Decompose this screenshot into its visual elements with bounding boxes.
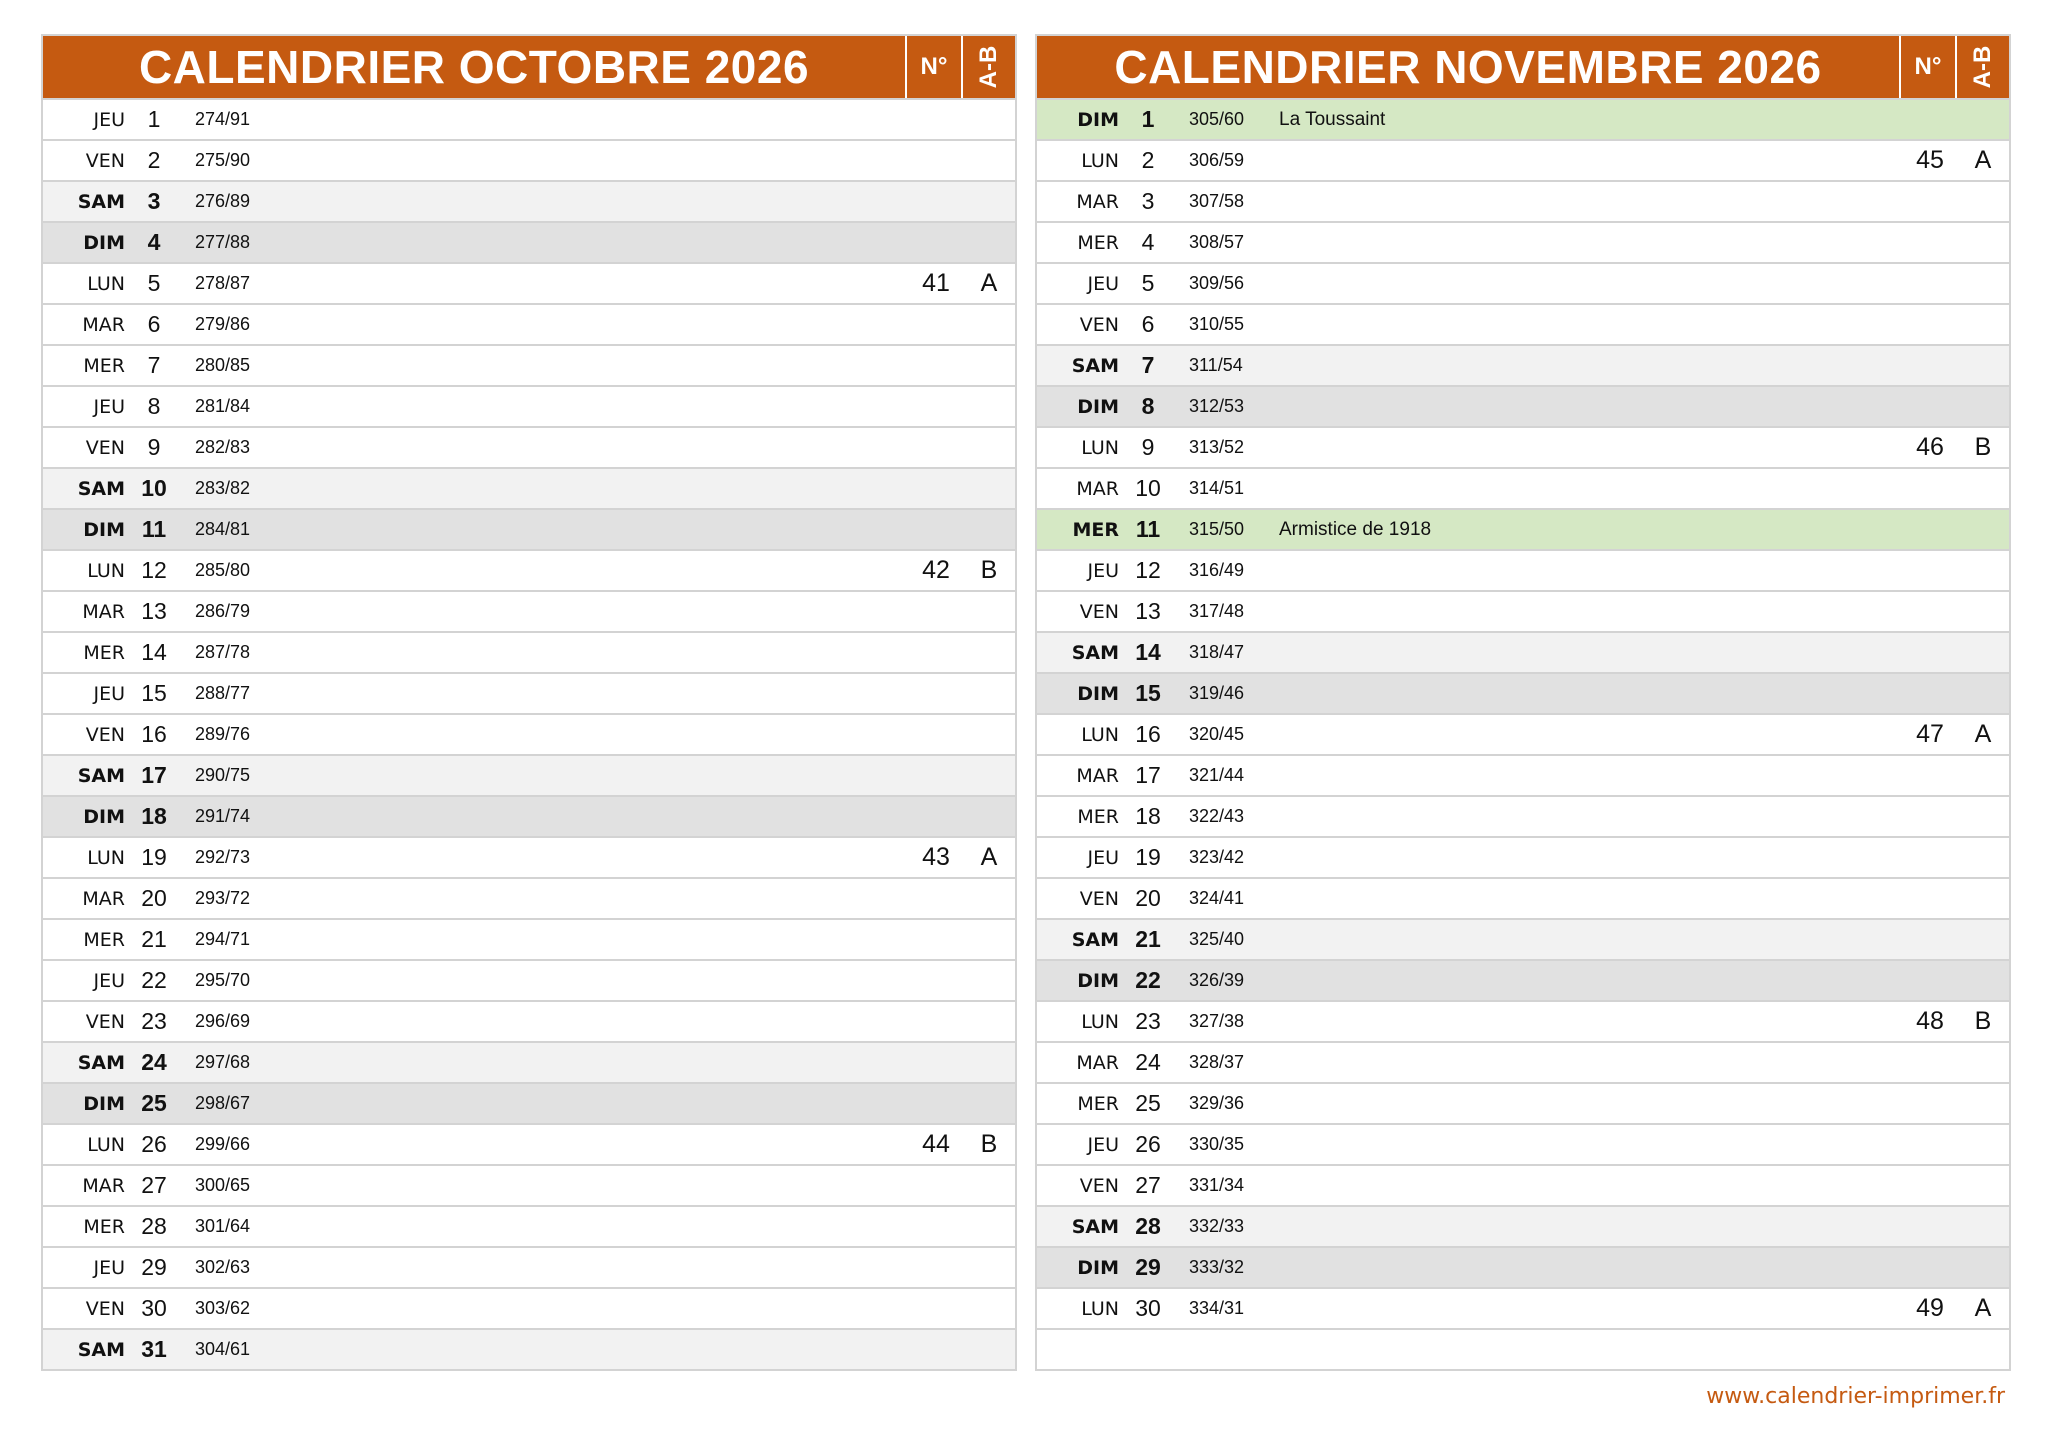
day-row (43, 836, 1015, 877)
day-of-year: 279/86 (195, 314, 251, 334)
day-row (1037, 1164, 2009, 1205)
day-number: 1 (147, 106, 161, 132)
day-row (43, 1000, 1015, 1041)
day-of-year: 275/90 (195, 150, 251, 170)
day-row (43, 508, 1015, 549)
day-row (43, 180, 1015, 221)
day-number: 4 (147, 229, 161, 255)
day-row (43, 1082, 1015, 1123)
day-of-year: 292/73 (195, 847, 251, 867)
day-of-year: 318/47 (1189, 642, 1245, 662)
day-of-year: 309/56 (1189, 273, 1245, 293)
day-row (43, 959, 1015, 1000)
day-number: 24 (1135, 1049, 1161, 1075)
day-of-year: 334/31 (1189, 1298, 1245, 1318)
day-number: 15 (141, 680, 167, 706)
day-of-year: 330/35 (1189, 1134, 1245, 1154)
day-row (43, 385, 1015, 426)
day-name: LUN (87, 559, 125, 582)
day-of-year: 274/91 (195, 109, 251, 129)
november-header (1037, 36, 2009, 98)
day-number: 21 (141, 926, 167, 952)
day-of-year: 295/70 (195, 970, 251, 990)
day-row (1037, 754, 2009, 795)
day-name: MER (1077, 805, 1119, 828)
day-of-year: 315/50 (1189, 519, 1245, 539)
day-row (43, 344, 1015, 385)
ab-header-label: A-B (1969, 45, 1996, 89)
day-row (1037, 344, 2009, 385)
day-name: DIM (83, 805, 125, 828)
day-number: 31 (141, 1336, 167, 1362)
week-number: 43 (922, 843, 950, 871)
day-number: 11 (1135, 516, 1161, 542)
day-row (1037, 1328, 2009, 1369)
day-of-year: 287/78 (195, 642, 251, 662)
day-name: SAM (77, 1051, 125, 1074)
day-of-year: 323/42 (1189, 847, 1245, 867)
day-of-year: 304/61 (195, 1339, 251, 1359)
day-name: MAR (82, 1174, 125, 1197)
day-of-year: 313/52 (1189, 437, 1245, 457)
day-row (1037, 508, 2009, 549)
day-number: 27 (141, 1172, 167, 1198)
ab-header (1955, 36, 2009, 98)
day-of-year: 328/37 (1189, 1052, 1245, 1072)
day-name: MER (83, 641, 125, 664)
october-title: CALENDRIER OCTOBRE 2026 (138, 41, 810, 93)
day-row (1037, 713, 2009, 754)
day-number: 19 (141, 844, 167, 870)
day-row (43, 98, 1015, 139)
day-number: 6 (1141, 311, 1155, 337)
day-number: 15 (1135, 680, 1161, 706)
day-name: MER (83, 1215, 125, 1238)
day-name: MER (1072, 518, 1119, 541)
week-number: 47 (1916, 720, 1944, 748)
day-name: MER (83, 928, 125, 951)
day-name: JEU (93, 969, 125, 992)
week-number: 46 (1916, 433, 1944, 461)
day-of-year: 332/33 (1189, 1216, 1245, 1236)
day-number: 3 (1141, 188, 1155, 214)
day-name: VEN (1079, 600, 1119, 623)
day-name: DIM (1077, 1256, 1119, 1279)
day-of-year: 296/69 (195, 1011, 251, 1031)
day-number: 27 (1135, 1172, 1161, 1198)
day-number: 5 (1141, 270, 1155, 296)
day-name: SAM (77, 1338, 125, 1361)
day-row (43, 1328, 1015, 1369)
day-of-year: 316/49 (1189, 560, 1245, 580)
day-row (1037, 98, 2009, 139)
week-number: 44 (922, 1130, 950, 1158)
ab-week: A (980, 843, 998, 871)
day-name: LUN (87, 1133, 125, 1156)
ab-week: A (980, 269, 998, 297)
day-name: VEN (85, 149, 125, 172)
day-number: 12 (1135, 557, 1161, 583)
day-row (1037, 1246, 2009, 1287)
day-name: SAM (1071, 641, 1119, 664)
day-name: DIM (1077, 108, 1119, 131)
day-name: MER (1077, 231, 1119, 254)
november-title: CALENDRIER NOVEMBRE 2026 (1114, 41, 1822, 93)
day-name: VEN (85, 723, 125, 746)
october-calendar (41, 34, 1017, 1371)
day-of-year: 305/60 (1189, 109, 1245, 129)
day-row (43, 672, 1015, 713)
event-label: Armistice de 1918 (1279, 518, 1432, 540)
day-row (43, 713, 1015, 754)
day-of-year: 325/40 (1189, 929, 1245, 949)
day-number: 19 (1135, 844, 1161, 870)
day-row (1037, 959, 2009, 1000)
day-name: LUN (1081, 149, 1119, 172)
day-number: 4 (1141, 229, 1155, 255)
day-row (1037, 139, 2009, 180)
day-row (1037, 303, 2009, 344)
day-row (1037, 1082, 2009, 1123)
ab-week: B (980, 1130, 998, 1158)
day-name: JEU (93, 1256, 125, 1279)
week-number-header: N° (1899, 36, 1955, 98)
day-number: 2 (147, 147, 161, 173)
day-row (43, 262, 1015, 303)
day-of-year: 319/46 (1189, 683, 1245, 703)
day-name: MAR (1076, 477, 1119, 500)
day-name: DIM (1077, 395, 1119, 418)
day-of-year: 276/89 (195, 191, 251, 211)
november-calendar (1035, 34, 2011, 1371)
day-row (1037, 426, 2009, 467)
ab-header (961, 36, 1015, 98)
day-row (1037, 385, 2009, 426)
day-number: 25 (141, 1090, 167, 1116)
day-of-year: 327/38 (1189, 1011, 1245, 1031)
day-row (1037, 1041, 2009, 1082)
day-row (1037, 1000, 2009, 1041)
day-of-year: 277/88 (195, 232, 251, 252)
day-of-year: 302/63 (195, 1257, 251, 1277)
day-of-year: 290/75 (195, 765, 251, 785)
day-name: JEU (93, 395, 125, 418)
day-of-year: 293/72 (195, 888, 251, 908)
day-of-year: 284/81 (195, 519, 251, 539)
day-row (43, 631, 1015, 672)
day-name: SAM (1071, 1215, 1119, 1238)
day-number: 28 (141, 1213, 167, 1239)
day-number: 7 (1141, 352, 1155, 378)
day-of-year: 282/83 (195, 437, 251, 457)
day-of-year: 303/62 (195, 1298, 251, 1318)
day-row (1037, 795, 2009, 836)
day-name: DIM (1077, 969, 1119, 992)
day-row (43, 426, 1015, 467)
day-name: MAR (1076, 764, 1119, 787)
day-of-year: 331/34 (1189, 1175, 1245, 1195)
ab-header-label: A-B (975, 45, 1002, 89)
day-row (43, 139, 1015, 180)
day-row (1037, 1205, 2009, 1246)
day-of-year: 278/87 (195, 273, 251, 293)
day-name: JEU (1087, 559, 1119, 582)
day-number: 20 (141, 885, 167, 911)
october-header (43, 36, 1015, 98)
day-number: 10 (1135, 475, 1161, 501)
day-number: 14 (141, 639, 167, 665)
day-row (43, 1123, 1015, 1164)
day-number: 25 (1135, 1090, 1161, 1116)
day-name: SAM (77, 477, 125, 500)
day-row (1037, 631, 2009, 672)
day-of-year: 321/44 (1189, 765, 1245, 785)
day-of-year: 312/53 (1189, 396, 1245, 416)
day-row (43, 795, 1015, 836)
footer-url[interactable]: www.calendrier-imprimer.fr (1706, 1384, 2005, 1409)
day-name: JEU (93, 108, 125, 131)
day-number: 5 (147, 270, 161, 296)
day-number: 18 (1135, 803, 1161, 829)
day-number: 3 (147, 188, 161, 214)
day-number: 12 (141, 557, 167, 583)
week-number: 48 (1916, 1007, 1944, 1035)
day-row (43, 303, 1015, 344)
day-name: DIM (1077, 682, 1119, 705)
ab-week: B (1974, 1007, 1992, 1035)
ab-week: B (980, 556, 998, 584)
october-rows (43, 98, 1015, 1369)
day-number: 29 (141, 1254, 167, 1280)
day-of-year: 314/51 (1189, 478, 1245, 498)
day-number: 23 (1135, 1008, 1161, 1034)
day-number: 1 (1141, 106, 1155, 132)
day-of-year: 308/57 (1189, 232, 1245, 252)
day-number: 18 (141, 803, 167, 829)
day-row (1037, 467, 2009, 508)
day-of-year: 280/85 (195, 355, 251, 375)
day-name: MAR (82, 887, 125, 910)
day-row (1037, 836, 2009, 877)
day-row (1037, 590, 2009, 631)
day-number: 16 (1135, 721, 1161, 747)
event-label: La Toussaint (1279, 108, 1386, 130)
day-number: 30 (141, 1295, 167, 1321)
day-name: VEN (85, 436, 125, 459)
day-number: 7 (147, 352, 161, 378)
day-name: DIM (83, 231, 125, 254)
day-number: 8 (1141, 393, 1155, 419)
day-row (43, 754, 1015, 795)
day-row (1037, 262, 2009, 303)
day-name: SAM (77, 764, 125, 787)
day-name: SAM (1071, 354, 1119, 377)
day-row (43, 877, 1015, 918)
day-name: JEU (1087, 272, 1119, 295)
day-name: VEN (1079, 313, 1119, 336)
day-of-year: 310/55 (1189, 314, 1245, 334)
ab-week: B (1974, 433, 1992, 461)
day-of-year: 281/84 (195, 396, 251, 416)
day-of-year: 333/32 (1189, 1257, 1245, 1277)
day-number: 26 (141, 1131, 167, 1157)
day-of-year: 324/41 (1189, 888, 1245, 908)
day-row (43, 549, 1015, 590)
day-name: LUN (87, 272, 125, 295)
day-number: 6 (147, 311, 161, 337)
day-number: 17 (1135, 762, 1161, 788)
day-of-year: 322/43 (1189, 806, 1245, 826)
day-row (43, 467, 1015, 508)
day-row (1037, 549, 2009, 590)
day-number: 23 (141, 1008, 167, 1034)
day-name: VEN (85, 1297, 125, 1320)
week-number: 41 (922, 269, 950, 297)
day-number: 16 (141, 721, 167, 747)
day-of-year: 320/45 (1189, 724, 1245, 744)
day-number: 29 (1135, 1254, 1161, 1280)
day-number: 10 (141, 475, 167, 501)
day-row (43, 1287, 1015, 1328)
day-number: 9 (147, 434, 161, 460)
day-number: 13 (1135, 598, 1161, 624)
day-name: MAR (82, 313, 125, 336)
day-row (1037, 1287, 2009, 1328)
day-number: 28 (1135, 1213, 1161, 1239)
day-name: MAR (1076, 190, 1119, 213)
day-of-year: 289/76 (195, 724, 251, 744)
day-row (43, 590, 1015, 631)
day-number: 17 (141, 762, 167, 788)
day-name: MER (83, 354, 125, 377)
day-number: 20 (1135, 885, 1161, 911)
day-of-year: 329/36 (1189, 1093, 1245, 1113)
day-of-year: 285/80 (195, 560, 251, 580)
day-of-year: 311/54 (1189, 355, 1243, 375)
day-name: SAM (77, 190, 125, 213)
day-name: LUN (87, 846, 125, 869)
day-of-year: 283/82 (195, 478, 251, 498)
day-number: 8 (147, 393, 161, 419)
day-number: 22 (141, 967, 167, 993)
day-name: JEU (1087, 846, 1119, 869)
day-row (1037, 1123, 2009, 1164)
day-number: 22 (1135, 967, 1161, 993)
day-name: VEN (1079, 887, 1119, 910)
day-name: LUN (1081, 723, 1119, 746)
day-number: 21 (1135, 926, 1161, 952)
day-name: JEU (93, 682, 125, 705)
day-of-year: 297/68 (195, 1052, 251, 1072)
november-rows (1037, 98, 2009, 1369)
week-number: 45 (1916, 146, 1944, 174)
day-name: MAR (1076, 1051, 1119, 1074)
day-number: 26 (1135, 1131, 1161, 1157)
day-number: 14 (1135, 639, 1161, 665)
day-row (43, 1205, 1015, 1246)
day-row (43, 1041, 1015, 1082)
day-of-year: 288/77 (195, 683, 251, 703)
day-row (43, 918, 1015, 959)
day-number: 2 (1141, 147, 1155, 173)
week-number: 49 (1916, 1294, 1944, 1322)
day-row (1037, 221, 2009, 262)
day-name: MER (1077, 1092, 1119, 1115)
day-row (1037, 918, 2009, 959)
day-name: DIM (83, 518, 125, 541)
day-of-year: 300/65 (195, 1175, 251, 1195)
day-name: VEN (1079, 1174, 1119, 1197)
ab-week: A (1974, 146, 1992, 174)
ab-week: A (1974, 1294, 1992, 1322)
day-name: VEN (85, 1010, 125, 1033)
day-of-year: 298/67 (195, 1093, 251, 1113)
day-name: LUN (1081, 1297, 1119, 1320)
day-name: JEU (1087, 1133, 1119, 1156)
day-of-year: 306/59 (1189, 150, 1245, 170)
day-of-year: 326/39 (1189, 970, 1245, 990)
day-number: 30 (1135, 1295, 1161, 1321)
day-of-year: 307/58 (1189, 191, 1245, 211)
day-name: LUN (1081, 1010, 1119, 1033)
day-name: MAR (82, 600, 125, 623)
week-number: 42 (922, 556, 950, 584)
day-number: 24 (141, 1049, 167, 1075)
day-of-year: 301/64 (195, 1216, 251, 1236)
day-name: SAM (1071, 928, 1119, 951)
day-of-year: 291/74 (195, 806, 251, 826)
day-row (1037, 180, 2009, 221)
day-row (1037, 877, 2009, 918)
day-name: DIM (83, 1092, 125, 1115)
ab-week: A (1974, 720, 1992, 748)
day-number: 11 (141, 516, 167, 542)
day-number: 13 (141, 598, 167, 624)
day-row (43, 1246, 1015, 1287)
week-number-header: N° (905, 36, 961, 98)
day-name: LUN (1081, 436, 1119, 459)
day-number: 9 (1141, 434, 1155, 460)
day-of-year: 299/66 (195, 1134, 251, 1154)
day-row (43, 1164, 1015, 1205)
day-row (1037, 672, 2009, 713)
day-of-year: 317/48 (1189, 601, 1245, 621)
day-of-year: 286/79 (195, 601, 251, 621)
day-row (43, 221, 1015, 262)
day-of-year: 294/71 (195, 929, 251, 949)
